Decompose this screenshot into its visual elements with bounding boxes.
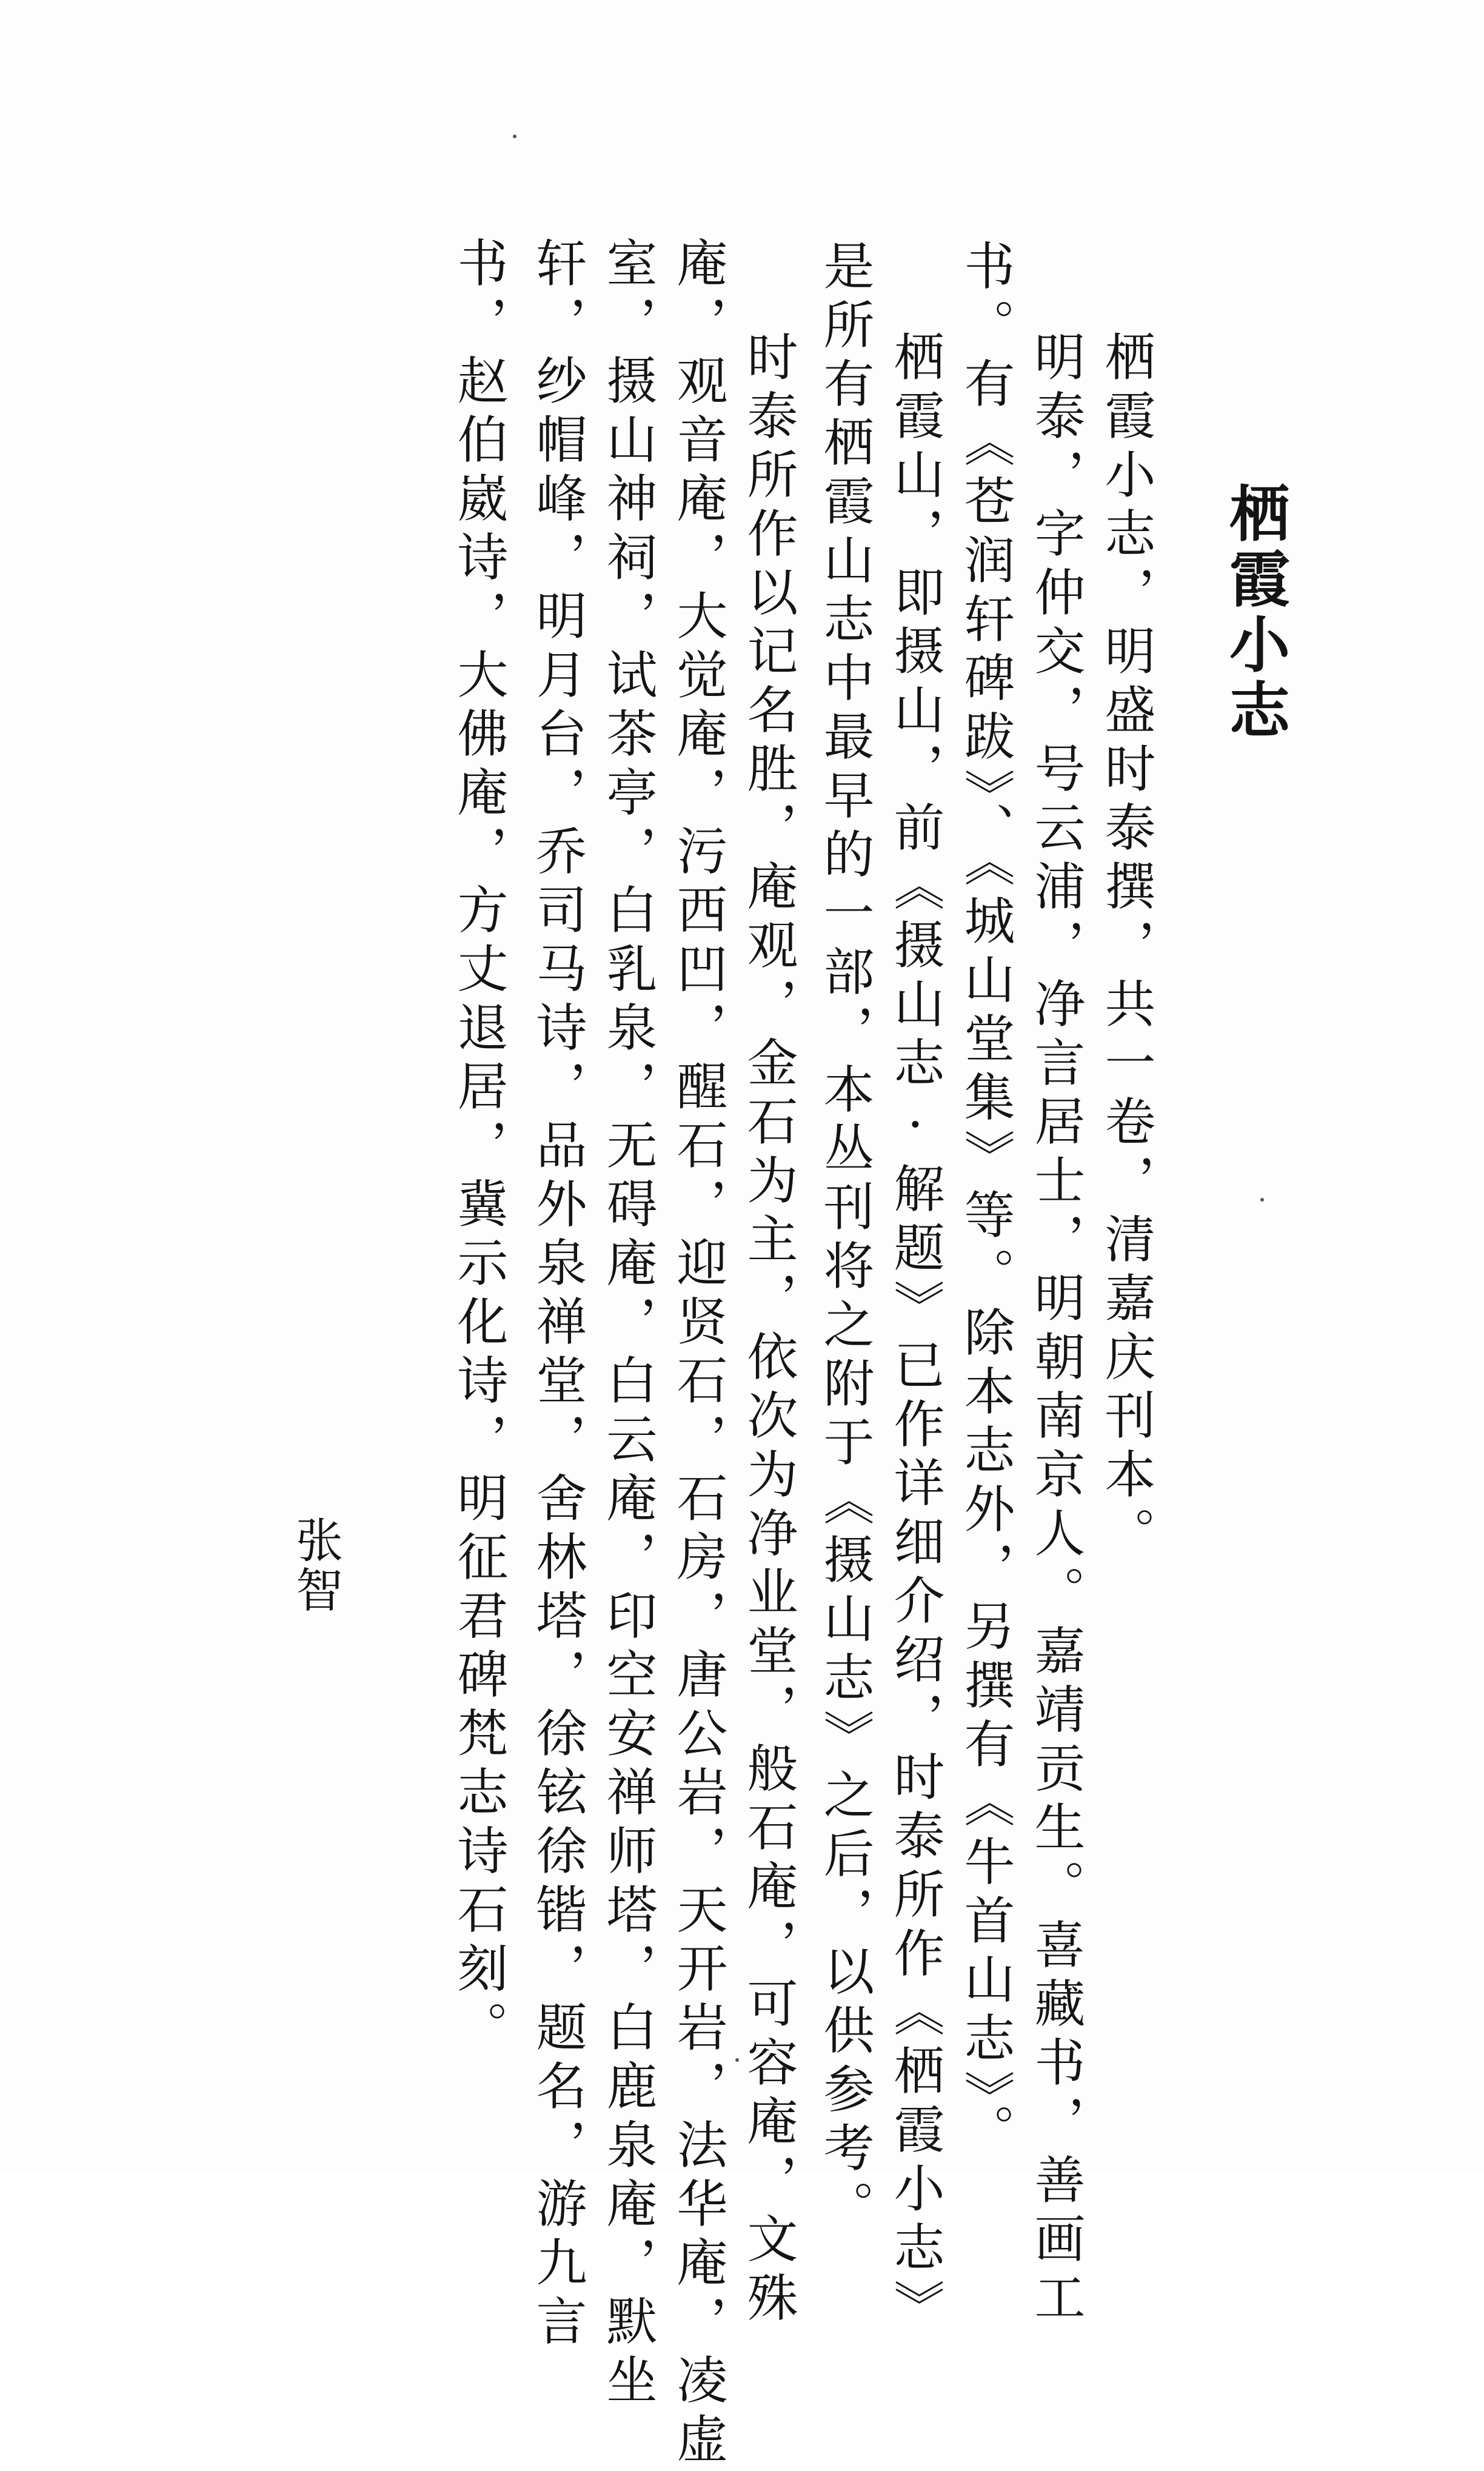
text-column-2: 明泰，字仲交，号云浦，净言居士，明朝南京人。嘉靖贡生。喜藏书，善画工 (1026, 330, 1086, 2330)
text-column-7: 庵，观音庵，大觉庵，污西凹，醒石，迎贤石，石房，唐公岩，天开岩，法华庵，凌虚 (669, 236, 728, 2471)
text-column-1: 栖霞小志，明盛时泰撰，共一卷，清嘉庆刊本。 (1097, 330, 1156, 1565)
text-column-8: 室，摄山神祠，试茶亭，白乳泉，无碍庵，白云庵，印空安禅师塔，白鹿泉庵，默坐 (598, 236, 658, 2412)
text-column-5: 是所有栖霞山志中最早的一部，本丛刊将之附于《摄山志》之后，以供参考。 (815, 239, 875, 2239)
text-column-3: 书。有《苍润轩碑跋》、《城山堂集》等。除本志外，另撰有《牛首山志》。 (956, 239, 1015, 2162)
scan-speck (735, 2058, 739, 2062)
document-title: 栖霞小志 (1219, 482, 1291, 744)
author-name: 张智 (288, 1516, 343, 1615)
scan-speck (1260, 1198, 1264, 1202)
text-column-6: 时泰所作以记名胜，庵观，金石为主，依次为净业堂，般石庵，可容庵，文殊 (739, 330, 798, 2330)
text-column-9: 轩，纱帽峰，明月台，乔司马诗，品外泉禅堂，舍林塔，徐铉徐锴，题名，游九言 (528, 236, 587, 2353)
text-column-4: 栖霞山，即摄山，前《摄山志·解题》已作详细介绍，时泰所作《栖霞小志》 (886, 330, 945, 2338)
text-column-10: 书，赵伯崴诗，大佛庵，方丈退居，冀示化诗，明征君碑梵志诗石刻。 (449, 236, 509, 2059)
scan-speck (513, 135, 516, 138)
